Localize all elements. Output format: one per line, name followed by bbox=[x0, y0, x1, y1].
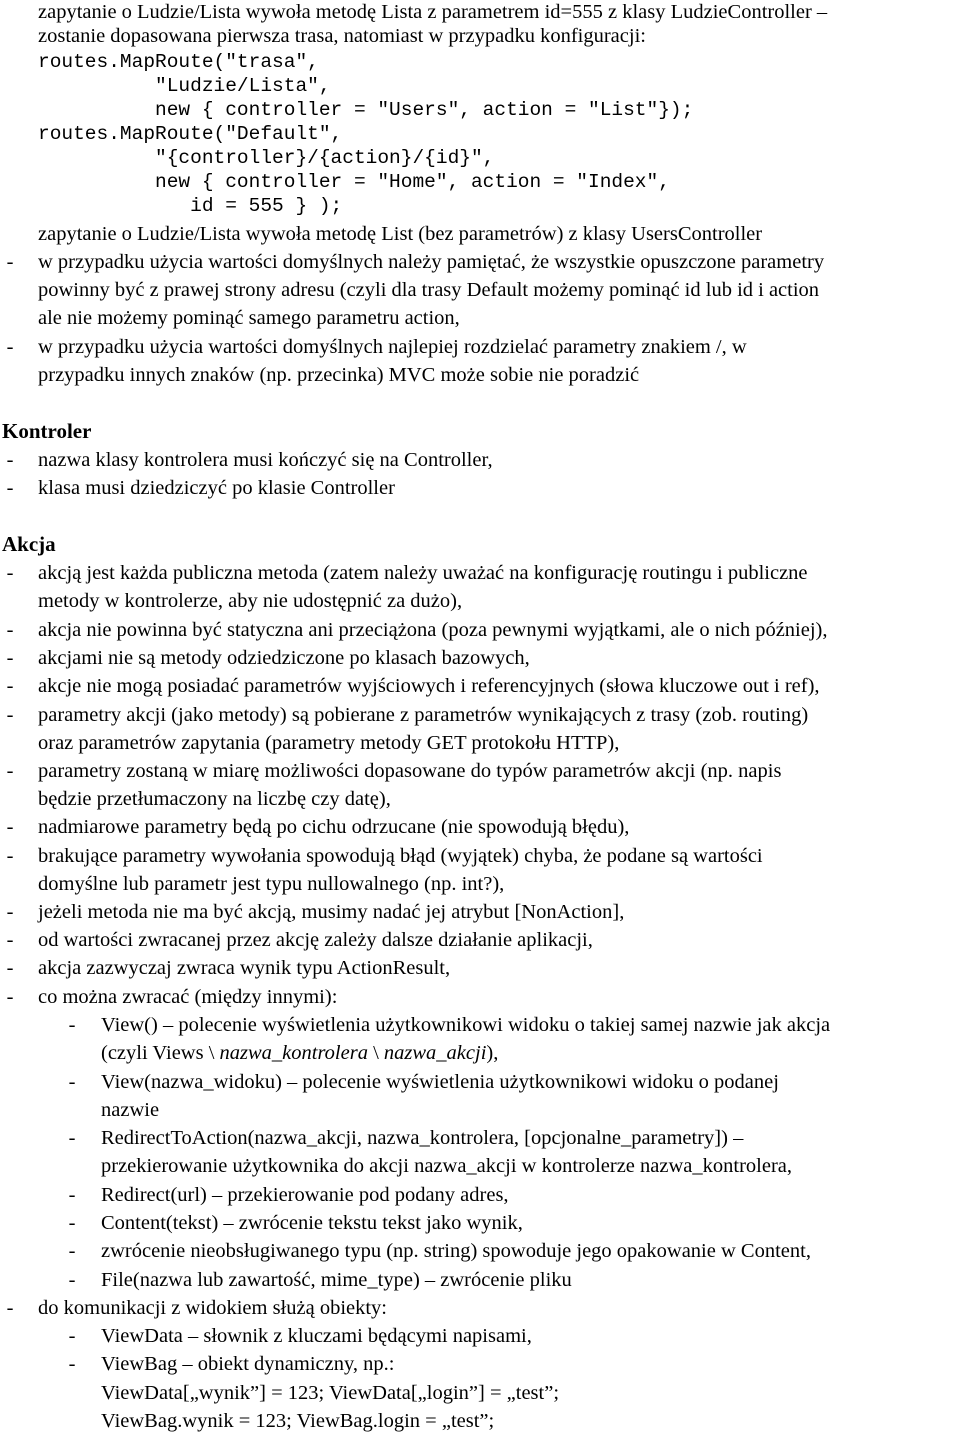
after-code-text: zapytanie o Ludzie/Lista wywoła metodę List (bez parametrów) z klasy UsersController bbox=[38, 223, 763, 245]
code-line: id = 555 } ); bbox=[38, 195, 343, 217]
code-line: new { controller = "Home", action = "Index", bbox=[38, 171, 670, 193]
section-heading-kontroler: Kontroler bbox=[2, 419, 92, 443]
code-line: new { controller = "Users", action = "List"}); bbox=[38, 99, 694, 121]
code-line: routes.MapRoute("Default", bbox=[38, 123, 343, 145]
code-line: routes.MapRoute("trasa", bbox=[38, 51, 319, 73]
section-heading-akcja: Akcja bbox=[2, 532, 56, 556]
code-line: "Ludzie/Lista", bbox=[38, 75, 331, 97]
code-example-line: ViewBag.wynik = 123; ViewBag.login = „test”; bbox=[101, 1410, 495, 1432]
code-line: "{controller}/{action}/{id}", bbox=[38, 147, 495, 169]
code-example-line: ViewData[„wynik”] = 123; ViewData[„login”] = „test”; bbox=[101, 1382, 560, 1404]
intro-line-2: zostanie dopasowana pierwsza trasa, natomiast w przypadku konfiguracji: bbox=[38, 25, 646, 47]
intro-line-1: zapytanie o Ludzie/Lista wywoła metodę Lista z parametrem id=555 z klasy LudzieController – bbox=[38, 1, 828, 23]
